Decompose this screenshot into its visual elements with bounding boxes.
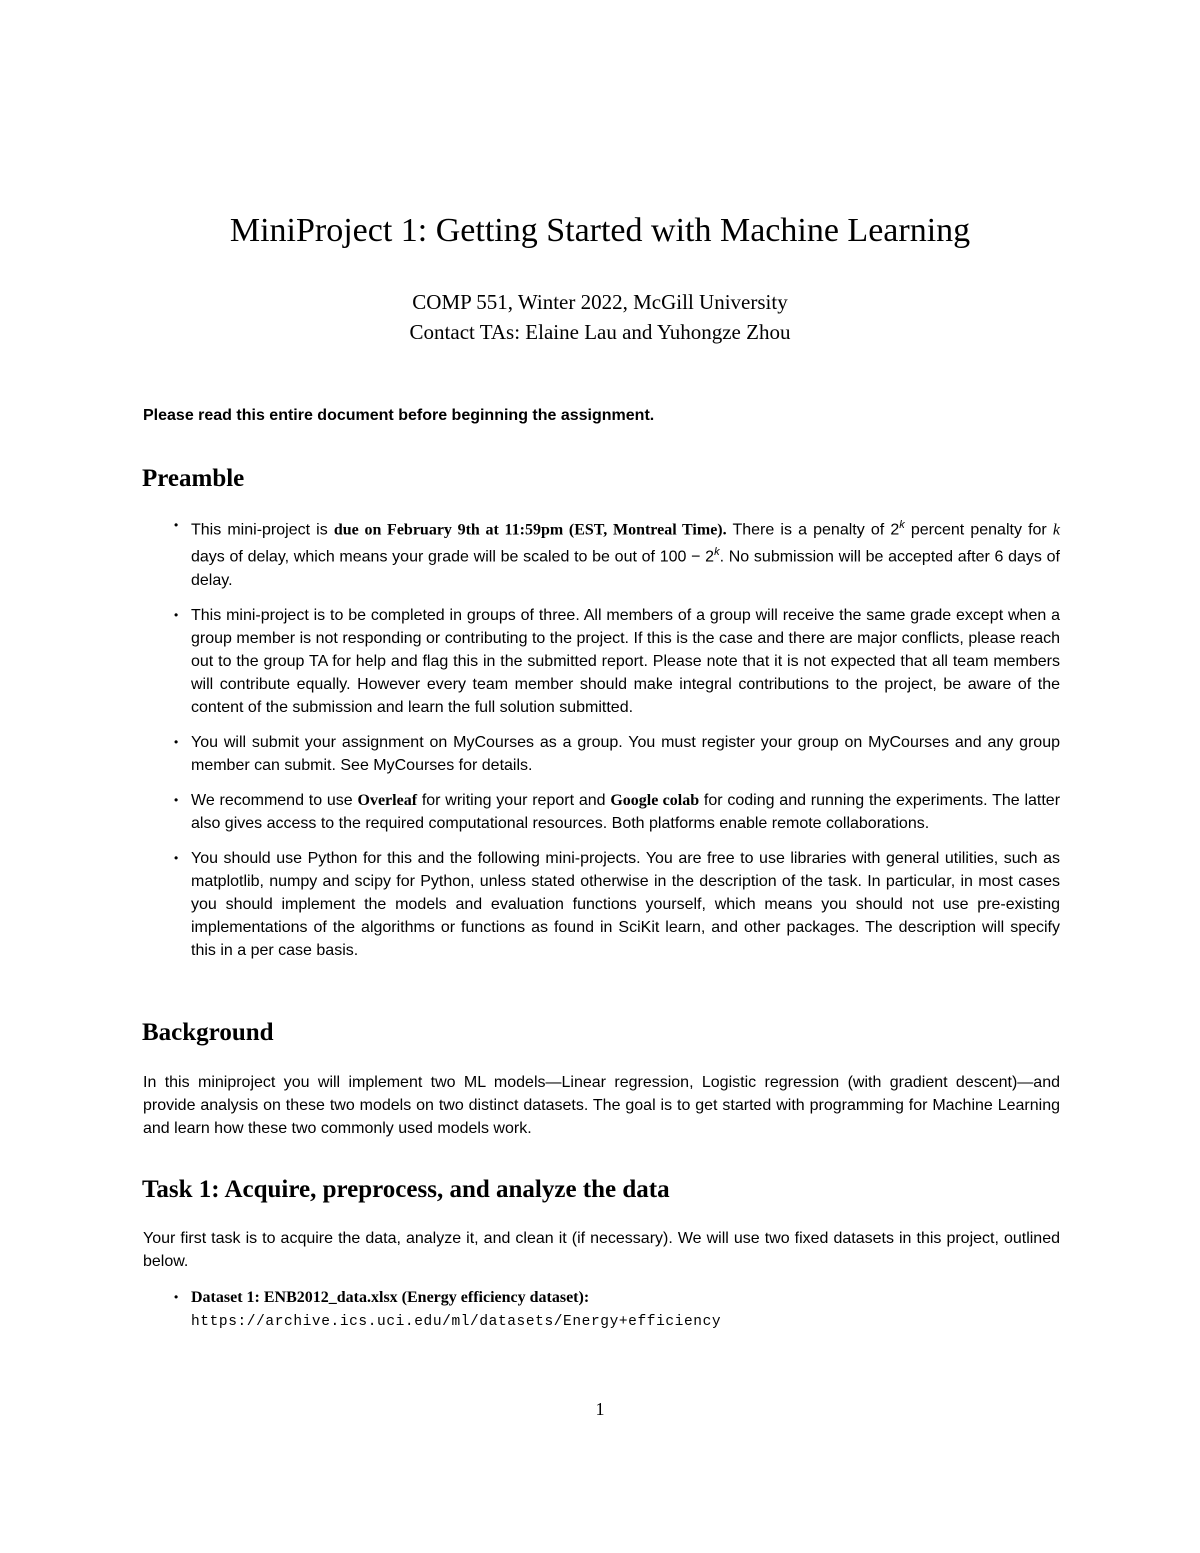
bullet-icon: • [174, 792, 179, 807]
page-number: 1 [595, 1399, 605, 1419]
task1-heading: Task 1: Acquire, preprocess, and analyze the data [142, 1176, 670, 1203]
list-item: • This mini-project is to be completed in groups of three. All members of a group will receive the same grade except when a group member is not responding or contributing to the project. If this is the case and there are major conflicts, please reach out to the group TA for help and flag this in the submitted report. Please note that it is not expected that all team members will contribute equally. However every team member should make integral contributions to the project, be aware of the content of the submission and learn the full solution submitted. [143, 604, 1060, 719]
course-line: COMP 551, Winter 2022, McGill University [412, 290, 788, 314]
background-heading: Background [142, 1019, 274, 1046]
bullet-icon: • [174, 607, 179, 622]
task1-text: Your first task is to acquire the data, analyze it, and clean it (if necessary). We will use two fixed datasets in this project, outlined below. [143, 1230, 1060, 1270]
dataset1-url[interactable]: https://archive.ics.uci.edu/ml/datasets/Energy+efficiency [191, 1314, 722, 1330]
background-text: In this miniproject you will implement two ML models—Linear regression, Logistic regression (with gradient descent)—and provide analysis on these two models on two distinct datasets. The goal is to get started with programming for Machine Learning and learn how these two commonly used models work. [143, 1074, 1060, 1137]
page-title: MiniProject 1: Getting Started with Machine Learning [229, 212, 971, 249]
dataset1-label: Dataset 1: ENB2012_data.xlsx (Energy efficiency dataset): [191, 1289, 590, 1306]
contact-line: Contact TAs: Elaine Lau and Yuhongze Zhou [409, 320, 791, 344]
bullet-icon: • [174, 734, 179, 749]
preamble-list [143, 514, 1060, 974]
list-item: • You should use Python for this and the following mini-projects. You are free to use libraries with general utilities, such as matplotlib, numpy and scipy for Python, unless stated otherwise in the description of the task. In particular, in most cases you should implement the models and evaluation functions yourself, which means you should not use pre-existing implementations of the algorithms or functions as found in SciKit learn, and other packages. The description will specify this in a per case basis. [143, 847, 1060, 962]
dataset-list [143, 1286, 1060, 1346]
bullet-icon: • [174, 518, 179, 532]
bullet-icon: • [174, 1290, 179, 1304]
intro-note: Please read this entire document before beginning the assignment. [143, 407, 655, 424]
list-item: • You will submit your assignment on MyCourses as a group. You must register your group on MyCourses and any group member can submit. See MyCourses for details. [143, 731, 1060, 777]
list-item [143, 1286, 1060, 1334]
list-item: • We recommend to use Overleaf for writing your report and Google colab for coding and running the experiments. The latter also gives access to the required computational resources. Both platforms enable remote collaborations. [143, 789, 1060, 835]
list-item: • This mini-project is due on February 9th at 11:59pm (EST, Montreal Time). There is a penalty of 2$^k$ percent penalty for k days of delay, which means your grade will be scaled to be out of $100 - 2^k$. No submission will be accepted after 6 days of delay. [143, 514, 1060, 592]
bullet-icon: • [174, 850, 179, 865]
preamble-heading: Preamble [142, 465, 245, 492]
